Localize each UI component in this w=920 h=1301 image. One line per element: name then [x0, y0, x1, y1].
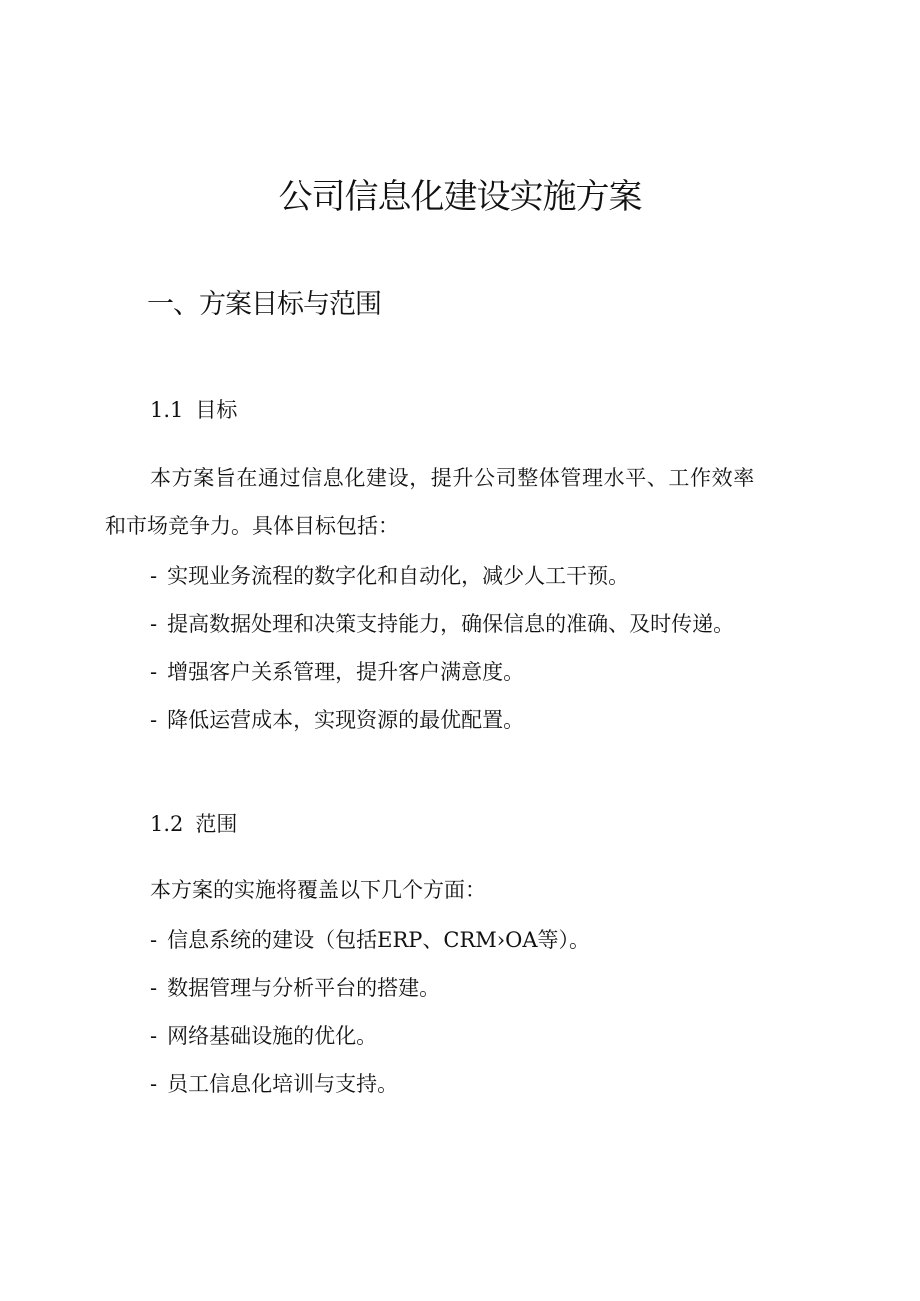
bullet-marker: - [150, 1024, 158, 1048]
subsection-label: 目标 [195, 398, 238, 422]
bullet-marker: - [150, 928, 158, 952]
bullet-marker: - [150, 708, 158, 732]
document-title: 公司信息化建设实施方案 [278, 177, 642, 217]
list-item-text: 数据管理与分析平台的搭建。 [167, 976, 441, 1000]
list-item [150, 1020, 377, 1052]
subsection-heading-goals [150, 394, 237, 426]
bullet-marker: - [150, 976, 158, 1000]
list-item [150, 656, 524, 688]
list-item [150, 1068, 398, 1100]
list-item-text: 增强客户关系管理，提升客户满意度。 [167, 660, 525, 684]
paragraph-line: 本方案的实施将覆盖以下几个方面： [150, 878, 486, 902]
section-heading: 一、方案目标与范围 [147, 289, 381, 320]
list-item [150, 924, 590, 956]
list-item-text: 员工信息化培训与支持。 [167, 1072, 399, 1096]
list-item-text: 提高数据处理和决策支持能力，确保信息的准确、及时传递。 [167, 612, 735, 636]
list-item [150, 704, 524, 736]
list-item-text: 网络基础设施的优化。 [167, 1024, 378, 1048]
subsection-heading-scope [150, 808, 237, 840]
subsection-number: 1.2 [150, 812, 184, 836]
subsection-number: 1.1 [150, 398, 184, 422]
list-item-text: 实现业务流程的数字化和自动化，减少人工干预。 [167, 564, 630, 588]
subsection-label: 范围 [195, 812, 238, 836]
paragraph-line: 本方案旨在通过信息化建设，提升公司整体管理水平、工作效率 [150, 466, 755, 490]
list-item-text: 降低运营成本，实现资源的最优配置。 [167, 708, 525, 732]
paragraph-line: 和市场竞争力。具体目标包括： [105, 514, 399, 538]
list-item [150, 972, 440, 1004]
bullet-marker: - [150, 1072, 158, 1096]
list-item [150, 608, 734, 640]
bullet-marker: - [150, 612, 158, 636]
list-item [150, 560, 629, 592]
bullet-marker: - [150, 660, 158, 684]
bullet-marker: - [150, 564, 158, 588]
list-item-text: 信息系统的建设（包括ERP、CRM›OA等）。 [167, 928, 591, 952]
